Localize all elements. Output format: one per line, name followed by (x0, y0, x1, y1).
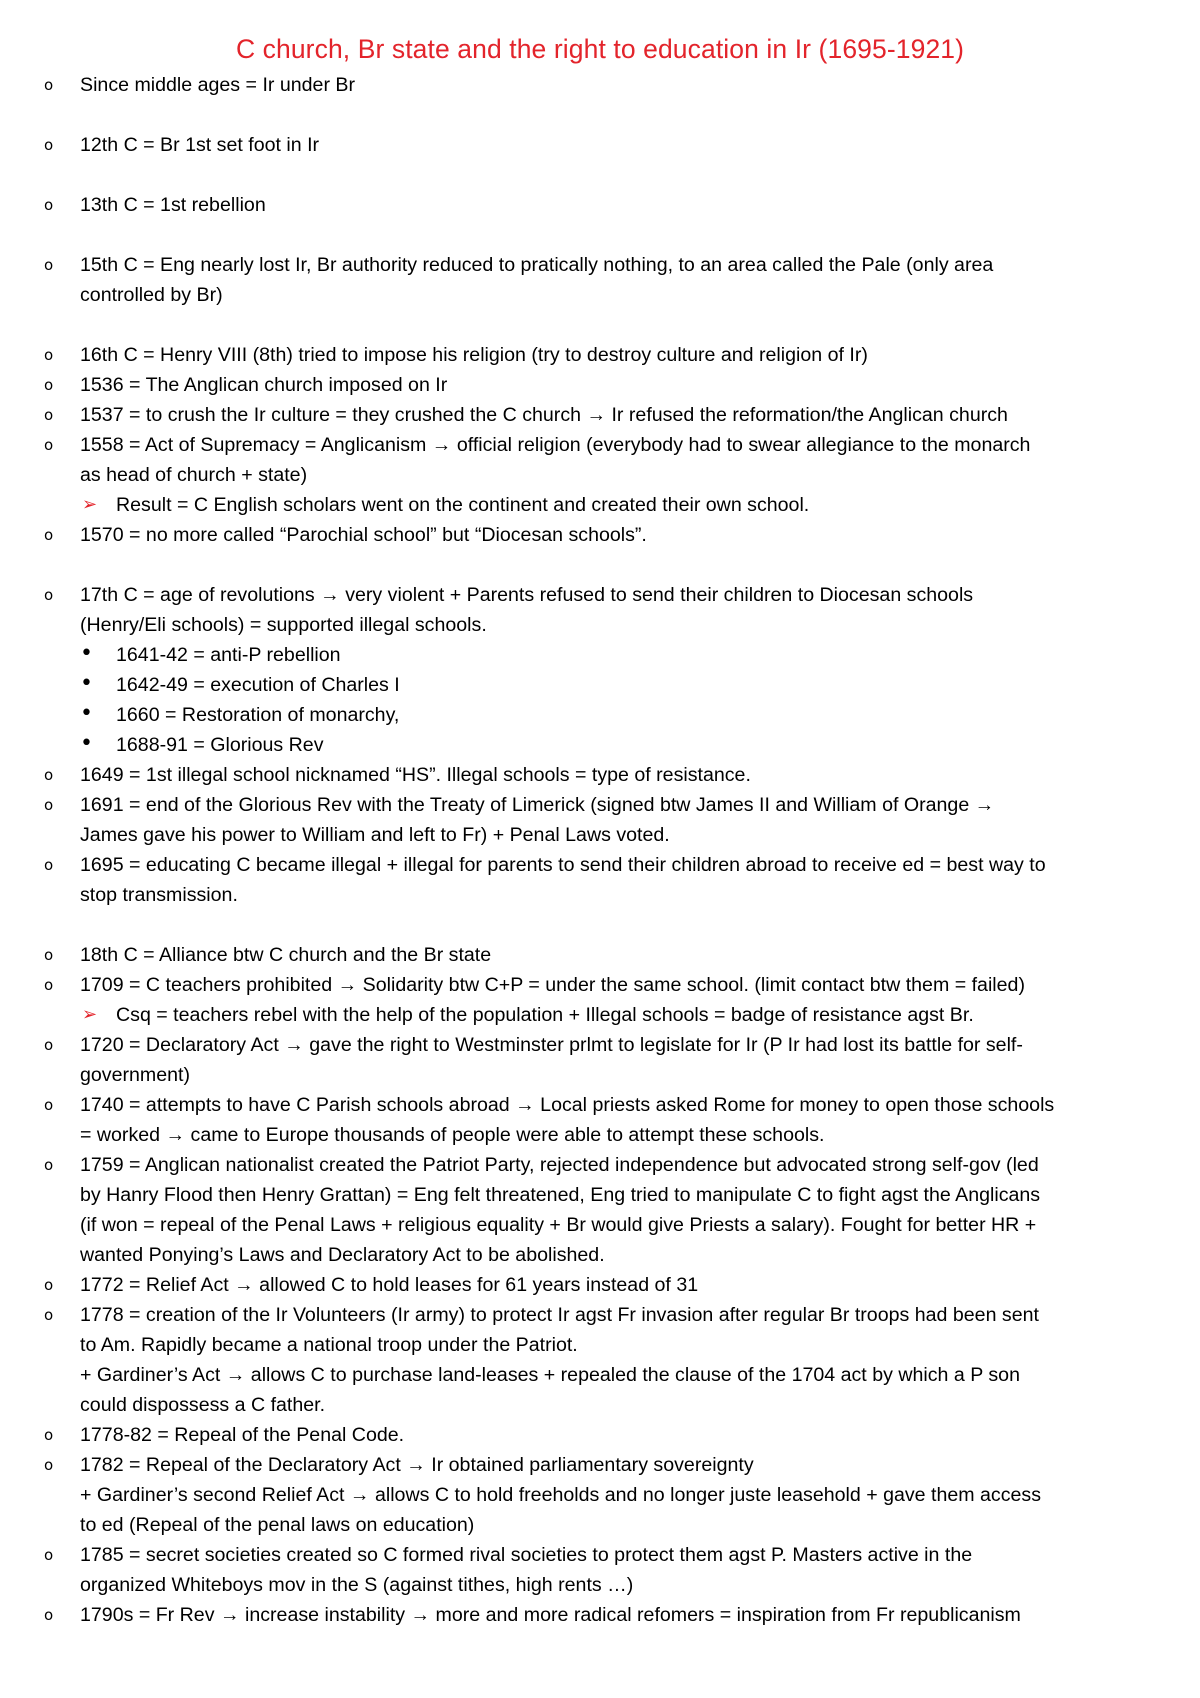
list-item: • 1642-49 = execution of Charles I (0, 670, 1200, 700)
circle-bullet-icon: o (44, 196, 54, 214)
list-item: o 1570 = no more called “Parochial school” but “Diocesan schools”. (0, 520, 1180, 550)
spacer (0, 910, 1200, 940)
arrow-bullet-icon: ➢ (82, 1004, 98, 1025)
circle-bullet-icon: o (44, 796, 54, 814)
circle-bullet-icon: o (44, 136, 54, 154)
list-item: o 13th C = 1st rebellion (0, 190, 1180, 220)
list-item: • 1641-42 = anti-P rebellion (0, 640, 1200, 670)
list-item: o 18th C = Alliance btw C church and the Br state (0, 940, 1180, 970)
circle-bullet-icon: o (44, 346, 54, 364)
list-item: ➢ Result = C English scholars went on the continent and created their own school. (0, 490, 1200, 520)
list-item: • 1688-91 = Glorious Rev (0, 730, 1200, 760)
list-item: o 1759 = Anglican nationalist created the Patriot Party, rejected independence but advocated strong self-gov (led by Hanry Flood then Henry Grattan) = Eng felt threatened, Eng tried to manipulate C to fight agst the Anglicans (if won = repeal of the Penal Laws + religious equality + Br would give Priests a salary). Fought for better HR + wanted Ponying’s Laws and Declaratory Act to be abolished. (0, 1150, 1180, 1270)
circle-bullet-icon: o (44, 1306, 54, 1324)
list-item: o 1536 = The Anglican church imposed on Ir (0, 370, 1180, 400)
dot-bullet-icon: • (80, 701, 93, 726)
list-item: o 1790s = Fr Rev → increase instability → more and more radical refomers = inspiration from Fr republicanism (0, 1600, 1180, 1630)
list-item: o 1709 = C teachers prohibited → Solidarity btw C+P = under the same school. (limit contact btw them = failed) (0, 970, 1180, 1000)
list-item: ➢ Csq = teachers rebel with the help of the population + Illegal schools = badge of resistance agst Br. (0, 1000, 1200, 1030)
list-item: o 1778-82 = Repeal of the Penal Code. (0, 1420, 1180, 1450)
circle-bullet-icon: o (44, 856, 54, 874)
circle-bullet-icon: o (44, 1156, 54, 1174)
circle-bullet-icon: o (44, 976, 54, 994)
circle-bullet-icon: o (44, 436, 54, 454)
list-item: o Since middle ages = Ir under Br (0, 70, 1180, 100)
list-item: o 12th C = Br 1st set foot in Ir (0, 130, 1180, 160)
spacer (0, 160, 1200, 190)
dot-bullet-icon: • (80, 731, 93, 756)
spacer (0, 550, 1200, 580)
circle-bullet-icon: o (44, 586, 54, 604)
circle-bullet-icon: o (44, 1546, 54, 1564)
list-item: o 1537 = to crush the Ir culture = they crushed the C church → Ir refused the reformation/the Anglican church (0, 400, 1180, 430)
circle-bullet-icon: o (44, 406, 54, 424)
list-item: o 1785 = secret societies created so C formed rival societies to protect them agst P. Masters active in the organized Whiteboys mov in the S (against tithes, high rents …) (0, 1540, 1180, 1600)
circle-bullet-icon: o (44, 376, 54, 394)
list-item: o 1778 = creation of the Ir Volunteers (Ir army) to protect Ir agst Fr invasion after regular Br troops had been sent to Am. Rapidly became a national troop under the Patriot. + Gardiner’s Act → allows C to purchase land-leases + repealed the clause of the 1704 act by which a P son could dispossess a C father. (0, 1300, 1180, 1420)
list-item: o 1695 = educating C became illegal + illegal for parents to send their children abroad to receive ed = best way to stop transmission. (0, 850, 1180, 910)
list-item: o 1772 = Relief Act → allowed C to hold leases for 61 years instead of 31 (0, 1270, 1180, 1300)
list-item: • 1660 = Restoration of monarchy, (0, 700, 1200, 730)
list-item: o 1558 = Act of Supremacy = Anglicanism → official religion (everybody had to swear allegiance to the monarch as head of church + state) (0, 430, 1180, 490)
circle-bullet-icon: o (44, 766, 54, 784)
list-item: o 16th C = Henry VIII (8th) tried to impose his religion (try to destroy culture and religion of Ir) (0, 340, 1180, 370)
circle-bullet-icon: o (44, 1096, 54, 1114)
list-item: o 1649 = 1st illegal school nicknamed “HS”. Illegal schools = type of resistance. (0, 760, 1180, 790)
list-item: o 1740 = attempts to have C Parish schools abroad → Local priests asked Rome for money to open those schools = worked → came to Europe thousands of people were able to attempt these schools. (0, 1090, 1180, 1150)
spacer (0, 220, 1200, 250)
dot-bullet-icon: • (80, 641, 93, 666)
list-item: o 15th C = Eng nearly lost Ir, Br authority reduced to pratically nothing, to an area called the Pale (only area controlled by Br) (0, 250, 1180, 310)
list-item: o 17th C = age of revolutions → very violent + Parents refused to send their children to Diocesan schools (Henry/Eli schools) = supported illegal schools. (0, 580, 1180, 640)
circle-bullet-icon: o (44, 76, 54, 94)
list-item: o 1691 = end of the Glorious Rev with the Treaty of Limerick (signed btw James II and William of Orange → James gave his power to William and left to Fr) + Penal Laws voted. (0, 790, 1180, 850)
dot-bullet-icon: • (80, 671, 93, 696)
circle-bullet-icon: o (44, 1456, 54, 1474)
circle-bullet-icon: o (44, 946, 54, 964)
page-title: C church, Br state and the right to education in Ir (1695-1921) (235, 34, 965, 64)
timeline-list (0, 70, 1200, 1630)
circle-bullet-icon: o (44, 256, 54, 274)
circle-bullet-icon: o (44, 1036, 54, 1054)
circle-bullet-icon: o (44, 1276, 54, 1294)
circle-bullet-icon: o (44, 526, 54, 544)
list-item: o 1720 = Declaratory Act → gave the right to Westminster prlmt to legislate for Ir (P Ir had lost its battle for self- government) (0, 1030, 1180, 1090)
list-item: o 1782 = Repeal of the Declaratory Act → Ir obtained parliamentary sovereignty + Gardiner’s second Relief Act → allows C to hold freeholds and no longer juste leasehold + gave them access to ed (Repeal of the penal laws on education) (0, 1450, 1180, 1540)
circle-bullet-icon: o (44, 1426, 54, 1444)
circle-bullet-icon: o (44, 1606, 54, 1624)
arrow-bullet-icon: ➢ (82, 494, 98, 515)
spacer (0, 100, 1200, 130)
spacer (0, 310, 1200, 340)
